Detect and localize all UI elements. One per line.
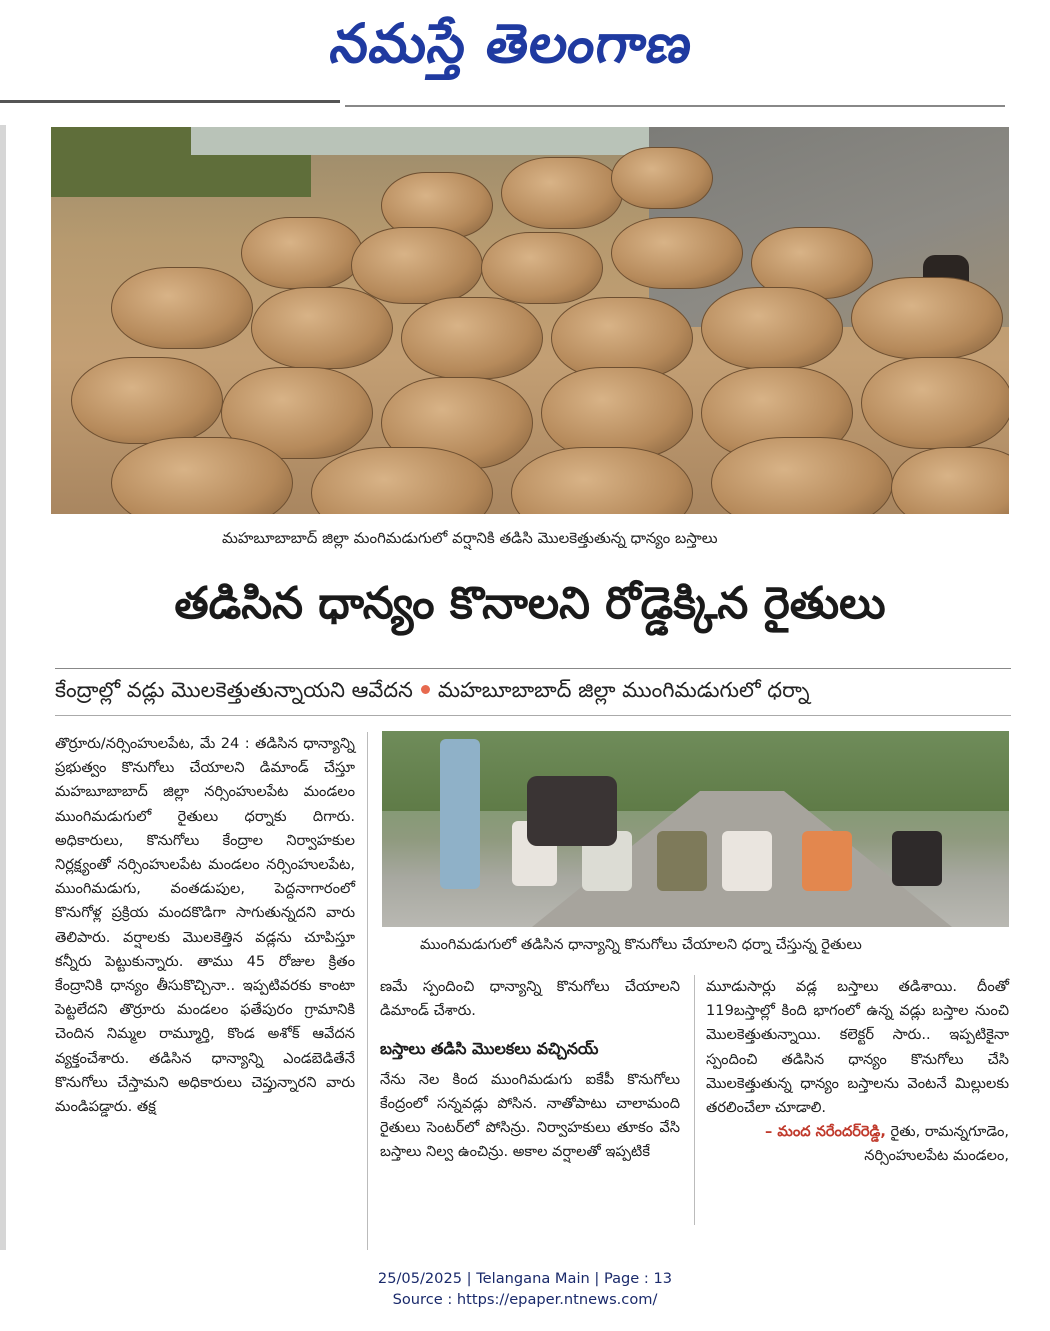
bullet-dot-icon [421,685,430,694]
masthead [0,0,1050,110]
deck-rule [55,715,1011,716]
seated-farmer-figure [892,831,942,886]
deck-part-1: కేంద్రాల్లో వడ్లు మొలకెత్తుతున్నాయని ఆవేదన [55,678,413,702]
subheadline-deck [55,678,1015,708]
grain-bag [481,232,603,304]
masthead-rule-left [0,100,340,103]
standing-farmer-figure [440,739,480,889]
parked-motorcycles [527,776,617,846]
grain-bag [501,157,623,229]
grain-bag [611,147,713,209]
seated-farmer-figure [802,831,852,891]
page-left-border [0,125,6,1250]
quote-subhead: బస్తాలు తడిసి మొలకలు వచ్చినయ్ [380,1039,599,1059]
grain-bag [111,437,293,514]
grain-bag [541,367,693,459]
footer-source-line: Source : https://epaper.ntnews.com/ [392,1291,658,1308]
farmers-protest-photo [382,731,1009,927]
grain-bag [891,447,1009,514]
byline-details: రైతు, రామన్నగూడెం, నర్సింహులపేట మండలం, [864,1123,1009,1165]
byline-name: – మంద నరేందర్‌రెడ్డి, [765,1123,886,1141]
article-column-2 [380,975,680,1164]
grain-bag [851,277,1003,359]
article-paragraph: ణమే స్పందించి ధాన్యాన్ని కొనుగోలు చేయాలని డిమాండ్ చేశారు. [380,978,680,1020]
grain-bag [311,447,493,514]
headline-rule [55,668,1011,669]
quote-byline [706,1120,1009,1168]
article-paragraph: మూడుసార్లు వడ్ల బస్తాలు తడిశాయి. దీంతో 119బస్తాల్లో కింది భాగంలో ఉన్న వడ్లు బస్తాల నుంచి మొలకెత్తుతున్నాయి. కలెక్టర్ సారు.. ఇప్పటికైనా స్పందించి తడిసిన ధాన్యం కొనుగోలు చేసి మొలకెత్తుతున్న ధాన్యం బస్తాలను వెంటనే మిల్లులకు తరలించేలా చూడాలి. [706,978,1009,1117]
grain-bag [71,357,223,444]
grain-bag [111,267,253,349]
photo-caption: ముంగిమడుగులో తడిసిన ధాన్యాన్ని కొనుగోలు చేయాలని ధర్నా చేస్తున్న రైతులు [420,936,862,953]
grain-bag [861,357,1009,449]
article-column-1 [55,732,355,1119]
footer-date-line: 25/05/2025 | Telangana Main | Page : 13 [377,1270,673,1287]
seated-farmer-figure [722,831,772,891]
article-column-3 [706,975,1009,1169]
grain-bag [401,297,543,379]
photo-caption: మహబూబాబాద్ జిల్లా మంగిమడుగులో వర్షానికి తడిసి మొలకెత్తుతున్న ధాన్యం బస్తాలు [222,529,718,547]
grain-bag [511,447,693,514]
column-divider [694,975,695,1225]
grain-bag [711,437,893,514]
article-paragraph: తొర్రూరు/నర్సింహులపేట, మే 24 : తడిసిన ధాన్యాన్ని ప్రభుత్వం కొనుగోలు చేయాలని డిమాండ్ చేస్తూ మహబూబాబాద్ జిల్లా నర్సింహులపేట మండలం ముంగిమడుగులో రైతులు ధర్నాకు దిగారు. అధికారులు, కొనుగోలు కేంద్రాల నిర్వాహకుల నిర్లక్ష్యంతో నర్సింహులపేట మండలం నర్సింహులపేట, ముంగిమడుగు, వంతడుపుల, పెద్దనాగారంలో కొనుగోళ్ల ప్రక్రియ మందకొడిగా సాగుతున్నదని వారు తెలిపారు. వర్షాలకు మొలకెత్తిన వడ్లను చూపిస్తూ కన్నీరు పెట్టుకున్నారు. తాము 45 రోజుల క్రితం కేంద్రానికి ధాన్యం తీసుకొచ్చినా.. ఇప్పటివరకు కాంటా పెట్టలేదని తొర్రూరు మండలం ఫతేపురం గ్రామానికి చెందిన నిమ్మల రామ్మూర్తి, కొండ అశోక్ ఆవేదన వ్యక్తంచేశారు. తడిసిన ధాన్యాన్ని ఎండబెడితేనే కొనుగోలు చేస్తామని అధికారులు చెప్తున్నారని వారు మండిపడ్డారు. తక్ష [55,735,355,1116]
article-paragraph: నేను నెల కింద ముంగిమడుగు ఐకేపీ కొనుగోలు కేంద్రంలో సన్నవడ్లు పోసిన. నాతోపాటు చాలామంది రైతులు సెంటర్‌లో పోసిన్రు. నిర్వాహకులు తూకం వేసి బస్తాలు నిల్వ ఉంచిన్రు. అకాల వర్షాలతో ఇప్పటికే [380,1070,680,1161]
newspaper-logo: నమస్తే తెలంగాణ [326,12,698,75]
deck-part-2: మహబూబాబాద్ జిల్లా ముంగిమడుగులో ధర్నా [437,678,810,702]
grain-bags-photo [51,127,1009,514]
grain-bag [251,287,393,369]
column-divider [367,732,368,1250]
masthead-rule-right [345,105,1005,107]
headline: తడిసిన ధాన్యం కొనాలని రోడ్డెక్కిన రైతులు [174,578,886,629]
grain-bag [351,227,483,304]
grain-bag [241,217,363,289]
page-footer [0,1268,1050,1310]
grain-bag [611,217,743,289]
grain-bag [701,287,843,369]
seated-farmer-figure [657,831,707,891]
